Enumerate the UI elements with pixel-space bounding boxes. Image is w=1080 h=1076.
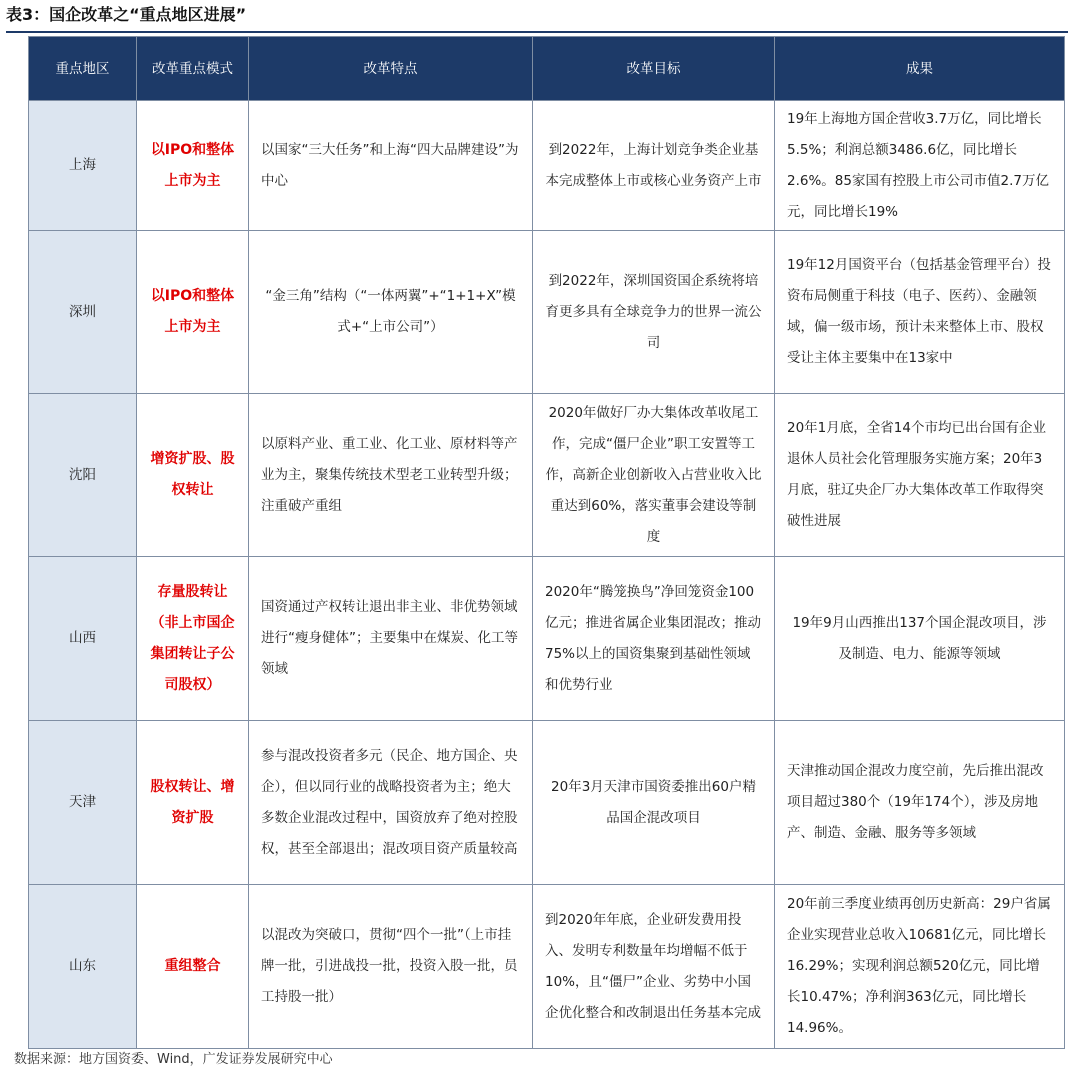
goals-cell: 到2022年，深圳国资国企系统将培育更多具有全球竞争力的世界一流公司: [533, 231, 775, 394]
source-note: 数据来源：地方国资委、Wind，广发证券发展研究中心: [14, 1052, 333, 1067]
features-cell: 以原料产业、重工业、化工业、原材料等产业为主，聚集传统技术型老工业转型升级；注重破产重组: [249, 394, 533, 557]
goals-cell: 20年3月天津市国资委推出60户精品国企混改项目: [533, 721, 775, 885]
mode-cell: 以IPO和整体上市为主: [137, 101, 249, 231]
reform-progress-table: [28, 36, 1065, 1049]
header-region: 重点地区: [29, 37, 137, 101]
results-cell: 天津推动国企混改力度空前，先后推出混改项目超过380个（19年174个），涉及房地产、制造、金融、服务等多领域: [775, 721, 1065, 885]
results-cell: 19年9月山西推出137个国企混改项目，涉及制造、电力、能源等领域: [775, 557, 1065, 721]
region-cell: 山东: [29, 885, 137, 1049]
goals-cell: 到2020年年底，企业研发费用投入、发明专利数量年均增幅不低于10%，且“僵尸”企业、劣势中小国企优化整合和改制退出任务基本完成: [533, 885, 775, 1049]
mode-cell: 以IPO和整体上市为主: [137, 231, 249, 394]
table-row: [29, 557, 1065, 721]
table-row: [29, 231, 1065, 394]
results-cell: 19年上海地方国企营收3.7万亿，同比增长5.5%；利润总额3486.6亿，同比增长2.6%。85家国有控股上市公司市值2.7万亿元，同比增长19%: [775, 101, 1065, 231]
table-row: [29, 885, 1065, 1049]
features-cell: 以混改为突破口，贯彻“四个一批”（上市挂牌一批，引进战投一批，投资入股一批，员工持股一批）: [249, 885, 533, 1049]
mode-cell: 增资扩股、股权转让: [137, 394, 249, 557]
results-cell: 20年前三季度业绩再创历史新高：29户省属企业实现营业总收入10681亿元，同比增长16.29%；实现利润总额520亿元，同比增长10.47%；净利润363亿元，同比增长14.96%。: [775, 885, 1065, 1049]
mode-cell: 存量股转让（非上市国企集团转让子公司股权）: [137, 557, 249, 721]
goals-cell: 2020年“腾笼换鸟”净回笼资金100亿元；推进省属企业集团混改；推动75%以上的国资集聚到基础性领域和优势行业: [533, 557, 775, 721]
table-row: [29, 721, 1065, 885]
region-cell: 天津: [29, 721, 137, 885]
region-cell: 深圳: [29, 231, 137, 394]
header-results: 成果: [775, 37, 1065, 101]
table-title: 表3：国企改革之“重点地区进展”: [6, 5, 247, 24]
header-goals: 改革目标: [533, 37, 775, 101]
results-cell: 19年12月国资平台（包括基金管理平台）投资布局侧重于科技（电子、医药）、金融领域，偏一级市场，预计未来整体上市、股权受让主体主要集中在13家中: [775, 231, 1065, 394]
results-cell: 20年1月底，全省14个市均已出台国有企业退休人员社会化管理服务实施方案；20年3月底，驻辽央企厂办大集体改革工作取得突破性进展: [775, 394, 1065, 557]
table-row: [29, 394, 1065, 557]
table-row: [29, 101, 1065, 231]
goals-cell: 2020年做好厂办大集体改革收尾工作，完成“僵尸企业”职工安置等工作，高新企业创新收入占营业收入比重达到60%，落实董事会建设等制度: [533, 394, 775, 557]
region-cell: 上海: [29, 101, 137, 231]
header-features: 改革特点: [249, 37, 533, 101]
mode-cell: 重组整合: [137, 885, 249, 1049]
features-cell: 参与混改投资者多元（民企、地方国企、央企），但以同行业的战略投资者为主；绝大多数企业混改过程中，国资放弃了绝对控股权，甚至全部退出；混改项目资产质量较高: [249, 721, 533, 885]
features-cell: 国资通过产权转让退出非主业、非优势领域进行“瘦身健体”；主要集中在煤炭、化工等领域: [249, 557, 533, 721]
header-mode: 改革重点模式: [137, 37, 249, 101]
goals-cell: 到2022年，上海计划竞争类企业基本完成整体上市或核心业务资产上市: [533, 101, 775, 231]
features-cell: “金三角”结构（“一体两翼”+“1+1+X”模式+“上市公司”）: [249, 231, 533, 394]
header-row: [29, 37, 1065, 101]
features-cell: 以国家“三大任务”和上海“四大品牌建设”为中心: [249, 101, 533, 231]
region-cell: 山西: [29, 557, 137, 721]
mode-cell: 股权转让、增资扩股: [137, 721, 249, 885]
title-divider: [6, 31, 1068, 33]
region-cell: 沈阳: [29, 394, 137, 557]
